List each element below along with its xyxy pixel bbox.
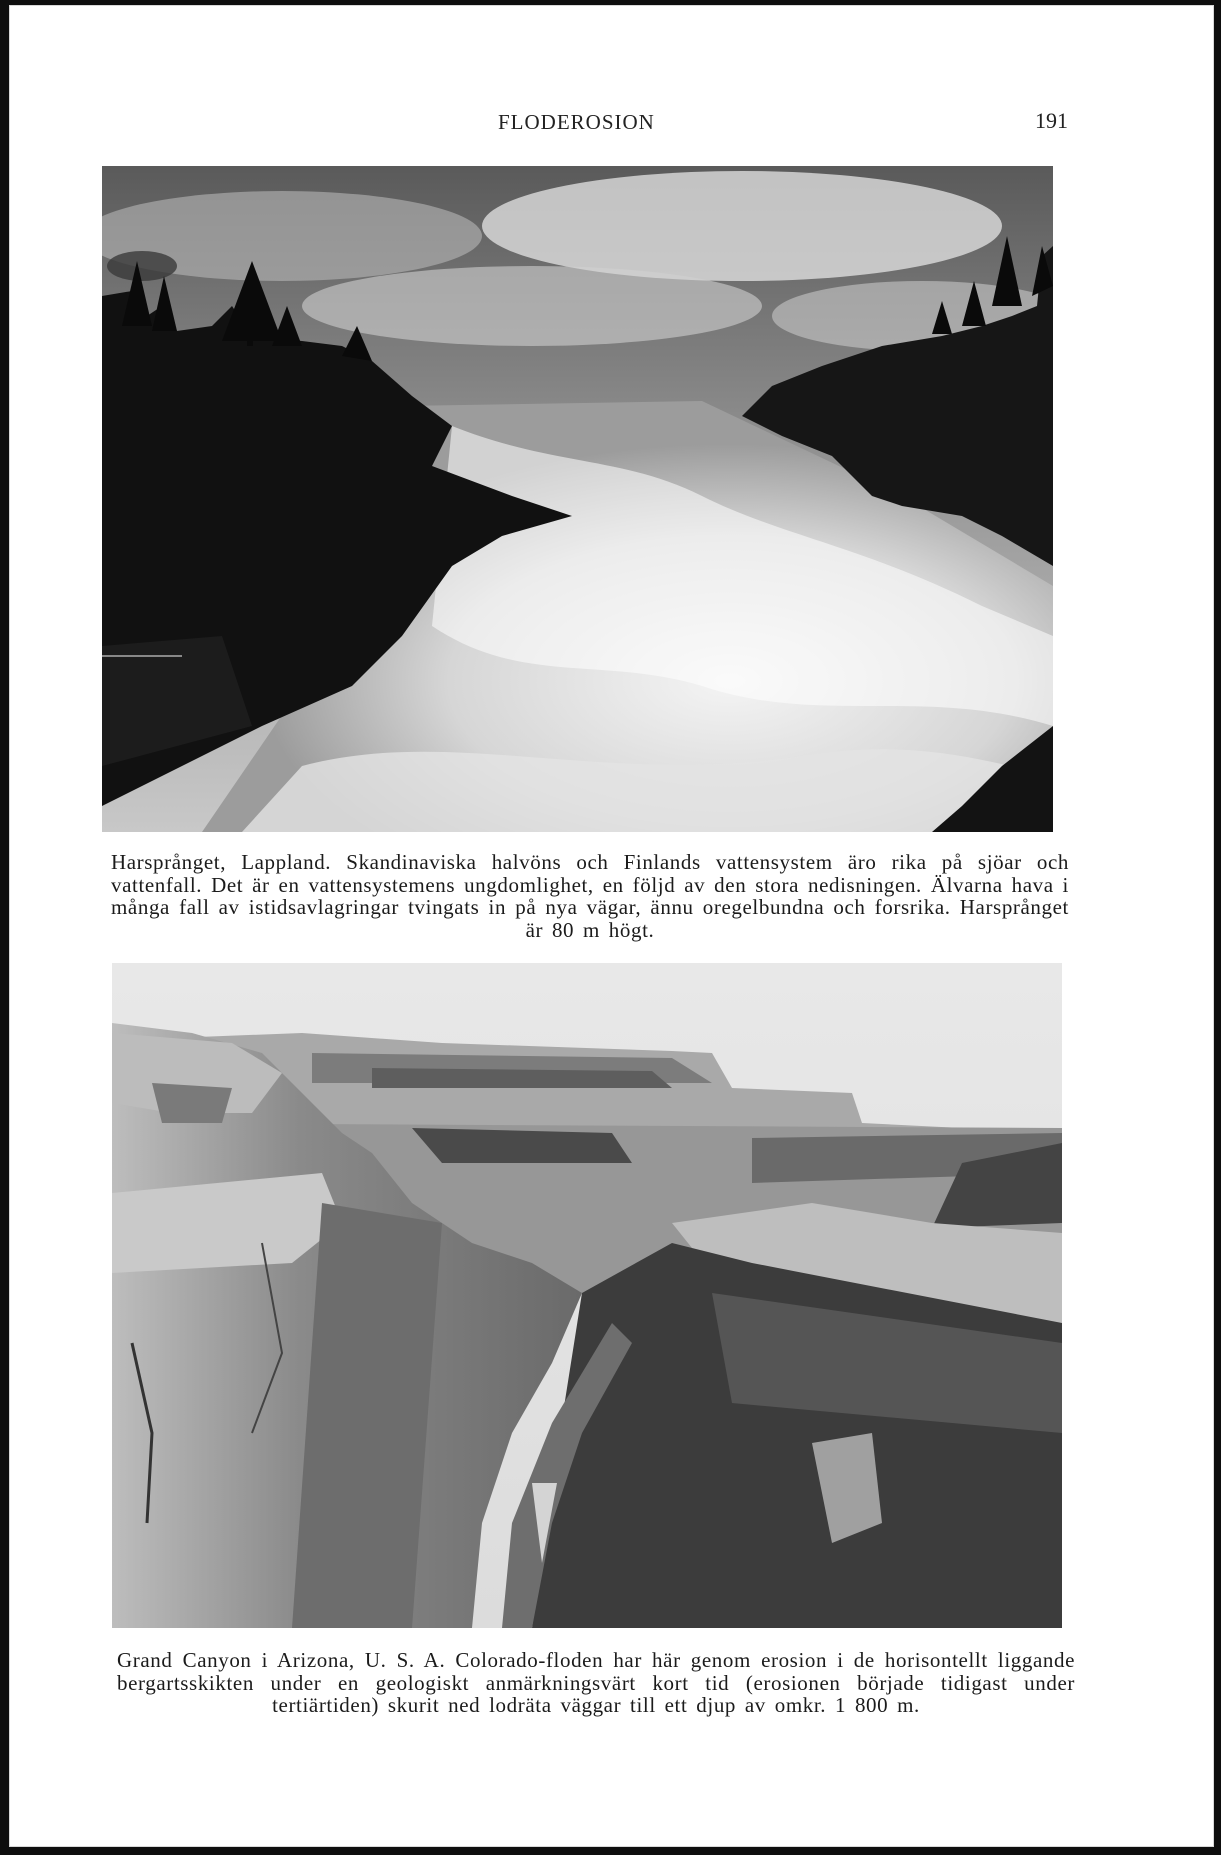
waterfall-caption: Harsprånget, Lappland. Skandinaviska halvöns och Finlands vattensystem äro rika på sjöar och vattenfall. Det är en vattensystemens ungdomlighet, en följd av den stora nedisningen. Älvarna hava i många fall av istidsavlagringar tvingats in på nya vägar, ännu oregelbundna och forsrika. Harsprånget är 80 m högt.	[111, 850, 1069, 942]
page-header-title: FLODEROSION	[498, 110, 655, 134]
grand-canyon-photo	[112, 963, 1062, 1628]
waterfall-photo-illustration	[102, 166, 1053, 832]
grand-canyon-photo-illustration	[112, 963, 1062, 1628]
book-page	[9, 5, 1214, 1847]
grand-canyon-caption: Grand Canyon i Arizona, U. S. A. Colorado-floden har här genom erosion i de horisontellt liggande bergartsskikten under en geologiskt anmärkningsvärt kort tid (erosionen började tidigast under tertiärtiden) skurit ned lodräta väggar till ett djup av omkr. 1 800 m.	[117, 1648, 1075, 1717]
page-number: 191	[1035, 108, 1068, 133]
waterfall-photo	[102, 166, 1053, 832]
